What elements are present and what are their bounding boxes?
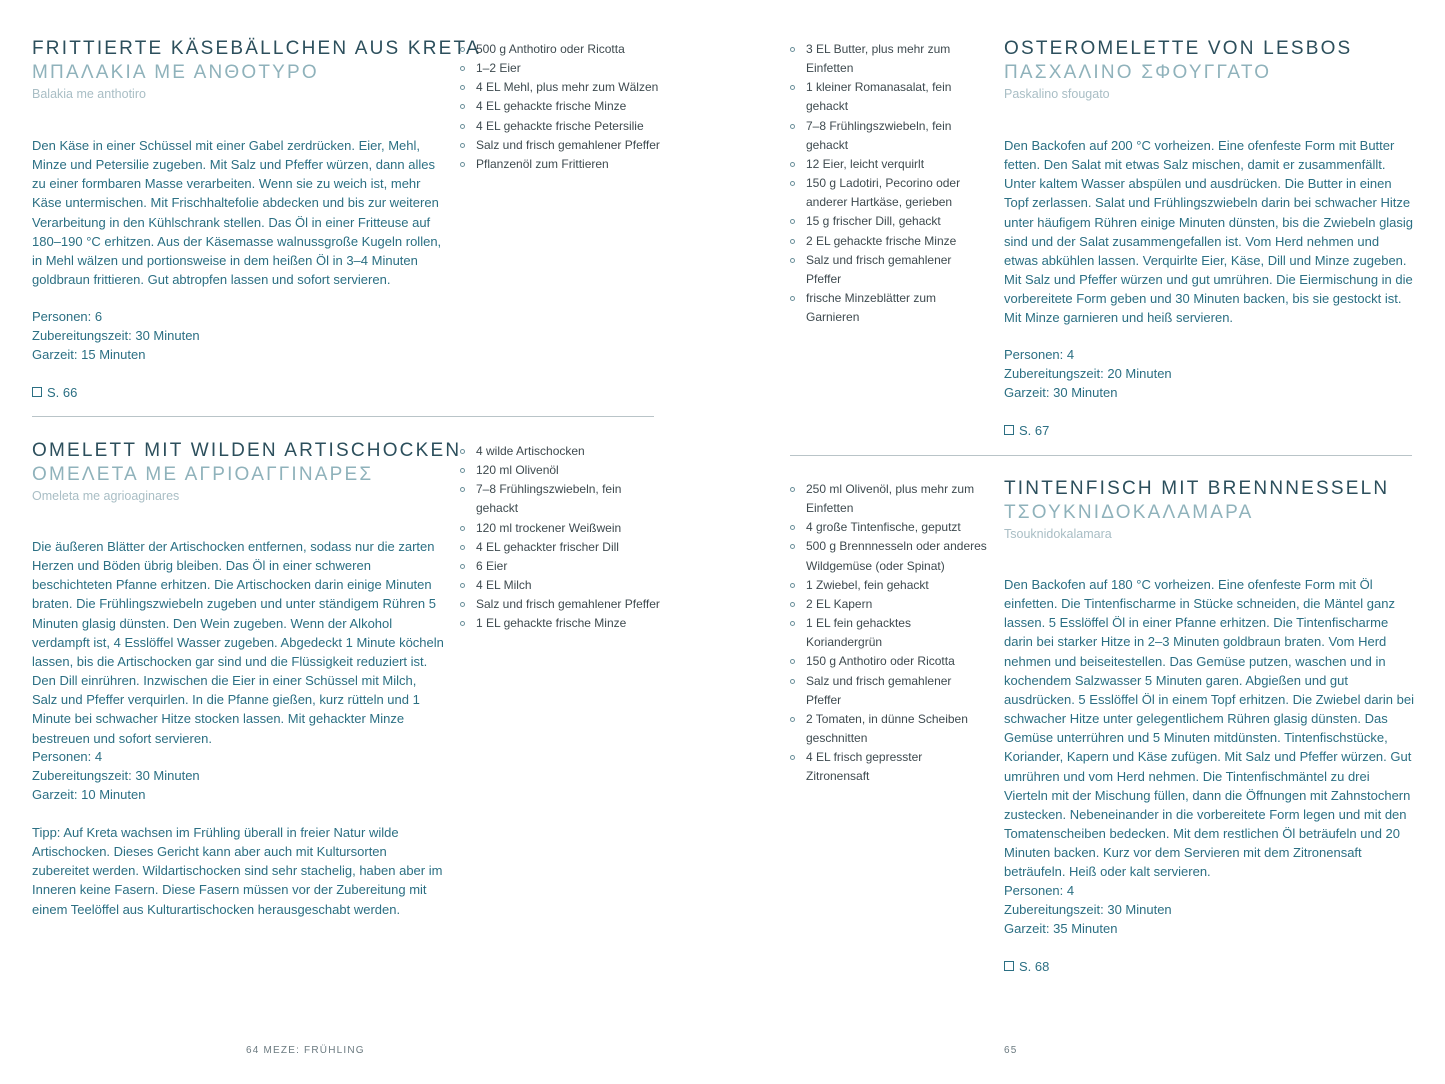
ingredient-item: 1 EL gehackte frische Minze: [460, 614, 660, 633]
ingredient-item: frische Minzeblätter zum Garnieren: [790, 289, 988, 327]
square-icon: [1004, 425, 1014, 435]
photo-page-reference: [32, 383, 77, 402]
ingredient-item: 500 g Brennnesseln oder anderes Wildgemüse (oder Spinat): [790, 537, 988, 575]
ingredient-item: 150 g Ladotiri, Pecorino oder anderer Hartkäse, gerieben: [790, 174, 988, 212]
prep-time: Zubereitungszeit: 30 Minuten: [32, 768, 200, 784]
ingredient-item: 4 EL Milch: [460, 576, 660, 595]
cook-time: Garzeit: 15 Minuten: [32, 347, 146, 363]
page-footer-left: 64 MEZE: FRÜHLING: [246, 1045, 365, 1056]
recipe-meta: [1004, 881, 1172, 938]
ingredient-item: 2 Tomaten, in dünne Scheiben geschnitten: [790, 710, 988, 748]
ingredient-item: 7–8 Frühlingszwiebeln, fein gehackt: [790, 117, 988, 155]
ingredient-item: 1–2 Eier: [460, 59, 660, 78]
photo-page-reference: [1004, 957, 1049, 976]
recipe-instructions: Den Backofen auf 180 °C vorheizen. Eine ofenfeste Form mit Öl einfetten. Die Tintenfischarme in Stücke schneiden, die Mäntel ganz lassen. 5 Esslöffel Öl in einer Pfanne erhitzen. Die Tintenfischarme darin bei starker Hitze in 2–3 Minuten goldbraun braten. Vom Herd nehmen und beiseitestellen. Das Gemüse putzen, waschen und in kochendem Salzwasser 5 Minuten garen. Abgießen und gut ausdrücken. 5 Esslöffel Öl in einem Topf erhitzen. Die Zwiebel darin bei schwacher Hitze unter gelegentlichem Rühren glasig dünsten. Das Gemüse unterrühren und 5 Minuten mitdünsten. Tintenfischstücke, Koriander, Kapern und Käse zufügen. Mit Salz und Pfeffer würzen. Gut umrühren und vom Herd nehmen. Die Tintenfischmäntel zu drei Vierteln mit der Mischung füllen, dann die Öffnungen mit Zahnstochern zustecken. Nebeneinander in die vorbereitete Form legen und mit den Tomatenscheiben bedecken. Mit dem restlichen Öl beträufeln und 20 Minuten backen. Kurz vor dem Servieren mit dem Zitronensaft beträufeln. Heiß oder kalt servieren.: [1004, 577, 1414, 880]
cook-time: Garzeit: 35 Minuten: [1004, 921, 1118, 937]
ingredient-list: [460, 40, 660, 174]
prep-time: Zubereitungszeit: 20 Minuten: [1004, 366, 1172, 382]
section-divider: [32, 416, 654, 417]
ingredient-item: Salz und frisch gemahlener Pfeffer: [460, 136, 660, 155]
recipe-tip: Tipp: Auf Kreta wachsen im Frühling überall in freier Natur wilde Artischocken. Dieses Gericht kann aber auch mit Kultursorten zubereitet werden. Wildartischocken sind sehr stachelig, haben aber im Inneren keine Fasern. Diese Fasern müssen vor der Zubereitung mit einem Teelöffel aus Kulturartischocken herausgeschabt werden.: [32, 825, 443, 917]
servings: Personen: 4: [32, 749, 103, 764]
ingredient-item: 1 Zwiebel, fein gehackt: [790, 576, 988, 595]
recipe-transliteration: Tsouknidokalamara: [1004, 527, 1112, 541]
ingredient-item: 2 EL gehackte frische Minze: [790, 232, 988, 251]
ingredient-item: Pflanzenöl zum Frittieren: [460, 155, 660, 174]
recipe-title: TINTENFISCH MIT BRENNNESSELN: [1004, 478, 1390, 499]
ingredient-item: 4 große Tintenfische, geputzt: [790, 518, 988, 537]
ingredient-item: 500 g Anthotiro oder Ricotta: [460, 40, 660, 59]
ingredient-item: 4 EL gehackte frische Minze: [460, 97, 660, 116]
recipe-greek-title: ΠΑΣΧΑΛΙΝΟ ΣΦΟΥΓΓΑΤΟ: [1004, 62, 1272, 83]
ingredient-item: 4 wilde Artischocken: [460, 442, 660, 461]
recipe-header-kaeseballchen: [32, 37, 481, 103]
recipe-instructions: Die äußeren Blätter der Artischocken entfernen, sodass nur die zarten Herzen und Böden übrig bleiben. Das Öl in einer schweren beschichteten Pfanne erhitzen. Die Artischocken darin einige Minuten braten. Die Frühlingszwiebeln zugeben und unter ständigem Rühren 5 Minuten glasig dünsten. Den Wein zugeben. Wenn der Alkohol verdampft ist, 4 Esslöffel Wasser zugeben. Abgedeckt 1 Minute köcheln lassen, bis die Artischocken gar sind und die Flüssigkeit reduziert ist. Den Dill einrühren. Inzwischen die Eier in einer Schüssel mit Milch, Salz und Pfeffer verquirlen. In die Pfanne gießen, kurz rütteln und 1 Minute bei schwacher Hitze stocken lassen. Mit gehackter Minze bestreuen und sofort servieren.: [32, 539, 444, 746]
prep-time: Zubereitungszeit: 30 Minuten: [1004, 902, 1172, 918]
ingredient-item: 2 EL Kapern: [790, 595, 988, 614]
ingredient-list: [460, 442, 660, 634]
ingredient-item: 3 EL Butter, plus mehr zum Einfetten: [790, 40, 988, 78]
recipe-header-tintenfisch: [1004, 477, 1389, 543]
cook-time: Garzeit: 10 Minuten: [32, 787, 146, 803]
ingredient-item: 4 EL frisch gepresster Zitronensaft: [790, 748, 988, 786]
recipe-meta: [1004, 345, 1172, 402]
recipe-transliteration: Omeleta me agrioaginares: [32, 489, 180, 503]
recipe-greek-title: ΜΠΑΛΑΚΙΑ ΜΕ ΑΝΘΟΤΥΡΟ: [32, 62, 319, 83]
recipe-meta: [32, 307, 200, 364]
ingredient-item: 1 EL fein gehacktes Koriandergrün: [790, 614, 988, 652]
ingredient-item: Salz und frisch gemahlener Pfeffer: [790, 251, 988, 289]
ingredient-list: [790, 40, 988, 327]
ingredient-item: 12 Eier, leicht verquirlt: [790, 155, 988, 174]
ingredient-item: 1 kleiner Romanasalat, fein gehackt: [790, 78, 988, 116]
recipe-instructions: Den Käse in einer Schüssel mit einer Gabel zerdrücken. Eier, Mehl, Minze und Petersilie zugeben. Mit Salz und Pfeffer würzen, dann alles zu einer formbaren Masse verarbeiten. Wenn sie zu weich ist, mehr Käse untermischen. Mit Frischhaltefolie abdecken und bis zur weiteren Verarbeitung in den Kühlschrank stellen. Das Öl in einer Fritteuse auf 180–190 °C erhitzen. Aus der Käsemasse walnussgroße Kugeln rollen, in Mehl wälzen und portionsweise in dem heißen Öl in 3–4 Minuten goldbraun frittieren. Gut abtropfen lassen und sofort servieren.: [32, 138, 442, 288]
ingredient-item: Salz und frisch gemahlener Pfeffer: [460, 595, 660, 614]
ingredient-item: 120 ml trockener Weißwein: [460, 519, 660, 538]
ingredient-item: 15 g frischer Dill, gehackt: [790, 212, 988, 231]
ingredient-list: [790, 480, 988, 787]
page-ref-label: S. 67: [1019, 423, 1050, 438]
prep-time: Zubereitungszeit: 30 Minuten: [32, 328, 200, 344]
recipe-greek-title: ΟΜΕΛΕΤΑ ΜΕ ΑΓΡΙΟΑΓΓΙΝΑΡΕΣ: [32, 464, 374, 485]
ingredient-item: Salz und frisch gemahlener Pfeffer: [790, 672, 988, 710]
section-divider: [790, 455, 1412, 456]
square-icon: [32, 387, 42, 397]
servings: Personen: 4: [1004, 347, 1075, 362]
recipe-header-osteromelette: [1004, 37, 1352, 103]
servings: Personen: 6: [32, 309, 103, 324]
ingredient-item: 4 EL Mehl, plus mehr zum Wälzen: [460, 78, 660, 97]
recipe-meta: [32, 747, 200, 804]
recipe-title: OMELETT MIT WILDEN ARTISCHOCKEN: [32, 440, 462, 461]
ingredient-item: 4 EL gehackter frischer Dill: [460, 538, 660, 557]
ingredient-item: 150 g Anthotiro oder Ricotta: [790, 652, 988, 671]
ingredient-item: 120 ml Olivenöl: [460, 461, 660, 480]
ingredient-item: 4 EL gehackte frische Petersilie: [460, 117, 660, 136]
recipe-transliteration: Paskalino sfougato: [1004, 87, 1110, 101]
recipe-title: OSTEROMELETTE VON LESBOS: [1004, 38, 1353, 59]
recipe-header-omelett: [32, 439, 461, 505]
recipe-greek-title: ΤΣΟΥΚΝΙΔΟΚΑΛΑΜΑΡΑ: [1004, 502, 1254, 523]
recipe-instructions: Den Backofen auf 200 °C vorheizen. Eine ofenfeste Form mit Butter fetten. Den Salat mit etwas Salz mischen, damit er zusammenfällt. Unter kaltem Wasser abspülen und ausdrücken. Die Butter in einen Topf zerlassen. Salat und Frühlingszwiebeln darin bei schwacher Hitze unter häufigem Rühren einige Minuten dünsten, bis die Zwiebeln glasig sind und der Salat zusammengefallen ist. Vom Herd nehmen und etwas abkühlen lassen. Verquirlte Eier, Käse, Dill und Minze zugeben. Mit Salz und Pfeffer würzen und gut umrühren. Die Eiermischung in die vorbereitete Form geben und 30 Minuten backen, bis sie gestockt ist. Mit Minze garnieren und heiß servieren.: [1004, 138, 1414, 326]
recipe-title: FRITTIERTE KÄSEBÄLLCHEN AUS KRETA: [32, 38, 481, 59]
page-ref-label: S. 66: [47, 385, 78, 400]
ingredient-item: 250 ml Olivenöl, plus mehr zum Einfetten: [790, 480, 988, 518]
page-footer-right: 65: [1004, 1045, 1018, 1056]
servings: Personen: 4: [1004, 883, 1075, 898]
cook-time: Garzeit: 30 Minuten: [1004, 385, 1118, 401]
photo-page-reference: [1004, 421, 1049, 440]
recipe-transliteration: Balakia me anthotiro: [32, 87, 146, 101]
ingredient-item: 7–8 Frühlingszwiebeln, fein gehackt: [460, 480, 660, 518]
ingredient-item: 6 Eier: [460, 557, 660, 576]
square-icon: [1004, 961, 1014, 971]
page-ref-label: S. 68: [1019, 959, 1050, 974]
